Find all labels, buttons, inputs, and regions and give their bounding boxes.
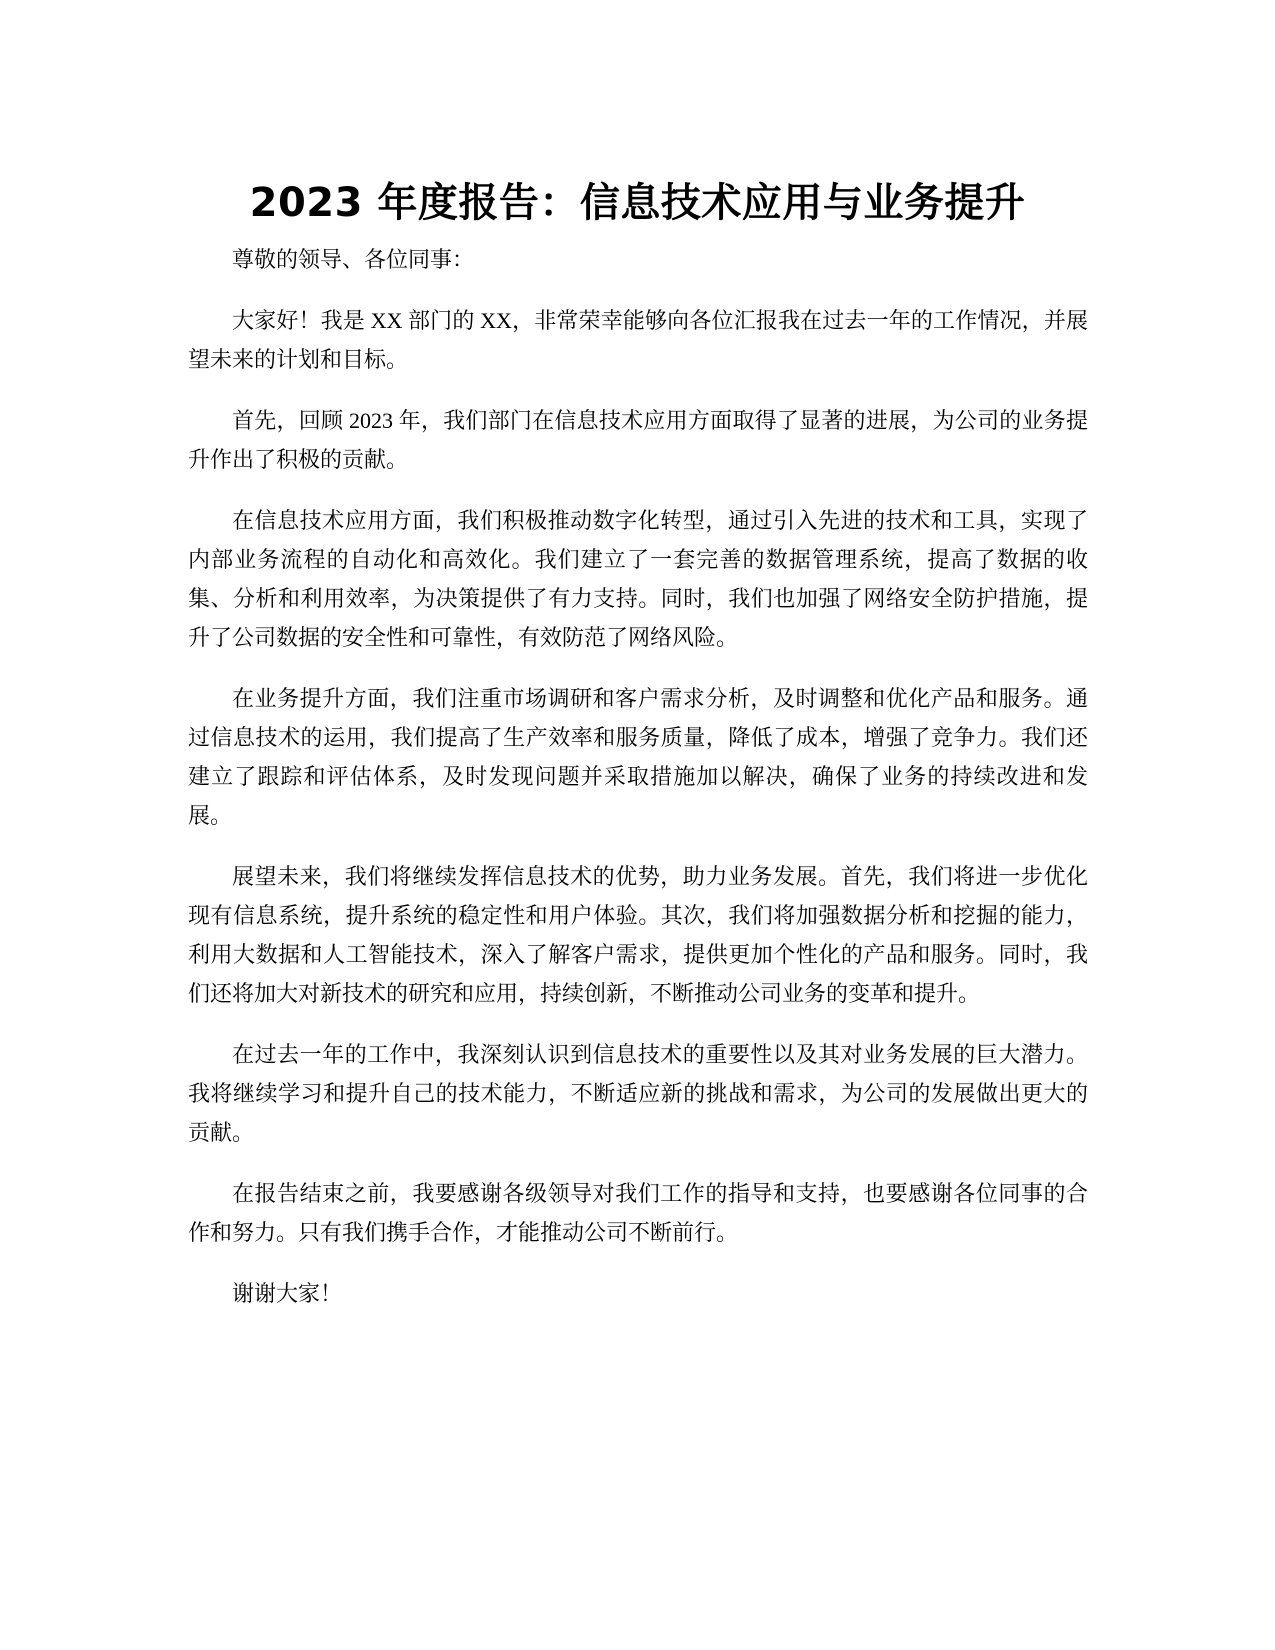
outlook-paragraph: 展望未来，我们将继续发挥信息技术的优势，助力业务发展。首先，我们将进一步优化现有信息系统，提升系统的稳定性和用户体验。其次，我们将加强数据分析和挖掘的能力，利用大数据和人工智能技术，深入了解客户需求，提供更加个性化的产品和服务。同时，我们还将加大对新技术的研究和应用，持续创新，不断推动公司业务的变革和提升。 <box>188 864 1088 1006</box>
salutation-paragraph: 尊敬的领导、各位同事： <box>232 247 475 272</box>
business-improvement-paragraph: 在业务提升方面，我们注重市场调研和客户需求分析，及时调整和优化产品和服务。通过信息技术的运用，我们提高了生产效率和服务质量，降低了成本，增强了竞争力。我们还建立了跟踪和评估体系，及时发现问题并采取措施加以解决，确保了业务的持续改进和发展。 <box>188 686 1088 828</box>
review-paragraph: 首先，回顾 2023 年，我们部门在信息技术应用方面取得了显著的进展，为公司的业务提升作出了积极的贡献。 <box>188 408 1088 472</box>
it-application-paragraph: 在信息技术应用方面，我们积极推动数字化转型，通过引入先进的技术和工具，实现了内部业务流程的自动化和高效化。我们建立了一套完善的数据管理系统，提高了数据的收集、分析和利用效率，为决策提供了有力支持。同时，我们也加强了网络安全防护措施，提升了公司数据的安全性和可靠性，有效防范了网络风险。 <box>188 508 1088 650</box>
reflection-paragraph: 在过去一年的工作中，我深刻认识到信息技术的重要性以及其对业务发展的巨大潜力。我将继续学习和提升自己的技术能力，不断适应新的挑战和需求，为公司的发展做出更大的贡献。 <box>188 1042 1088 1145</box>
document-title: 2023 年度报告：信息技术应用与业务提升 <box>249 179 1026 226</box>
document-body <box>188 240 1088 1335</box>
intro-paragraph: 大家好！我是 XX 部门的 XX，非常荣幸能够向各位汇报我在过去一年的工作情况，并展望未来的计划和目标。 <box>188 308 1088 372</box>
closing-paragraph: 谢谢大家！ <box>232 1281 343 1306</box>
acknowledgement-paragraph: 在报告结束之前，我要感谢各级领导对我们工作的指导和支持，也要感谢各位同事的合作和努力。只有我们携手合作，才能推动公司不断前行。 <box>188 1181 1088 1245</box>
